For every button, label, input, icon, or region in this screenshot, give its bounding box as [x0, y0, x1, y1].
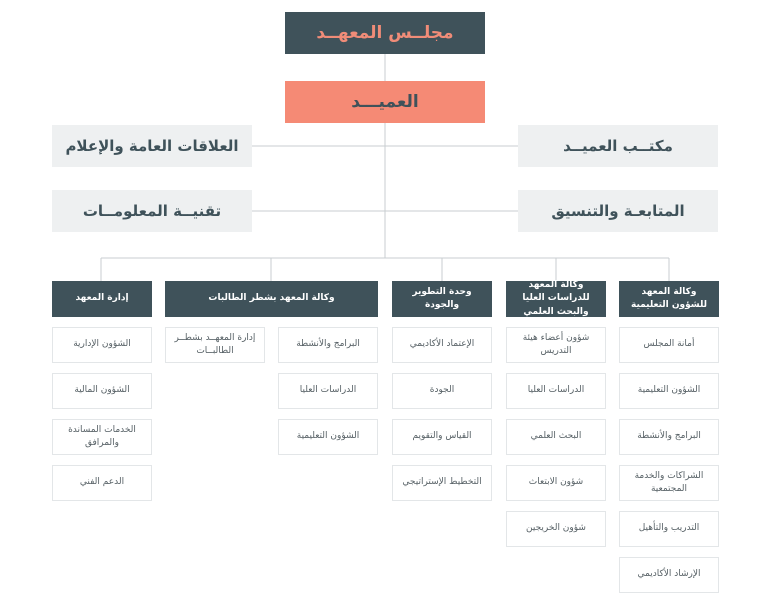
education-affairs-header [619, 281, 719, 317]
list-item [619, 557, 719, 593]
education-affairs-title: وكالة المعهد للشؤون التعليمية [631, 286, 707, 310]
institute-admin-header [52, 281, 152, 317]
list-item-label: الدراسات العليا [299, 385, 357, 396]
list-item-label: الشؤون الإدارية [73, 339, 131, 350]
list-item [278, 327, 378, 363]
dean-box [285, 81, 485, 123]
list-item-label: البحث العلمي [530, 431, 582, 442]
it-box [52, 190, 252, 232]
list-item [619, 419, 719, 455]
list-item [278, 373, 378, 409]
list-item [392, 373, 492, 409]
list-item [506, 465, 606, 501]
list-item [52, 465, 152, 501]
list-item [392, 327, 492, 363]
list-item-label: الإرشاد الأكاديمي [637, 569, 701, 580]
list-item [52, 373, 152, 409]
graduate-research-header [506, 281, 606, 317]
list-item-label: الجودة [429, 385, 455, 396]
list-item [278, 419, 378, 455]
public-relations-box [52, 125, 252, 167]
list-item-label: شؤون الخريجين [526, 523, 586, 534]
institute-admin-title: إدارة المعهد [75, 293, 129, 304]
list-item-label: الشؤون المالية [74, 385, 130, 396]
list-item [506, 419, 606, 455]
list-item [392, 419, 492, 455]
list-item [52, 419, 152, 455]
institute-council-box [285, 12, 485, 54]
list-item [392, 465, 492, 501]
list-item-label: الإعتماد الأكاديمي [409, 339, 475, 350]
it-label: تقنيــة المعلومــات [82, 202, 222, 220]
list-item [506, 327, 606, 363]
list-item-label: الخدمات المساندة والمرافق [68, 424, 136, 448]
list-item [52, 327, 152, 363]
list-item-label: أمانة المجلس [643, 339, 695, 350]
list-item-label: الشؤون التعليمية [637, 385, 701, 396]
list-item-label: البرامج والأنشطة [637, 431, 701, 442]
graduate-research-title: وكالة المعهد للدراسات العليا والبحث العلمي [522, 280, 590, 317]
dean-label: العميـــد [351, 92, 419, 112]
list-item [506, 373, 606, 409]
female-section-header [165, 281, 378, 317]
list-item-label: الدراسات العليا [527, 385, 585, 396]
list-item-label: التدريب والتأهيل [638, 523, 700, 534]
follow-up-label: المتابعـة والتنسيق [551, 202, 685, 220]
list-item-label: البرامج والأنشطة [296, 339, 360, 350]
list-item-label: شؤون الابتعاث [528, 477, 584, 488]
quality-unit-title: وحدة التطوير والجودة [412, 286, 472, 310]
list-item-label: الشراكات والخدمة المجتمعية [634, 470, 704, 494]
list-item-label: الدعم الفني [79, 477, 125, 488]
institute-council-label: مجلــس المعهــد [316, 23, 454, 43]
list-item [619, 511, 719, 547]
list-item-label: الشؤون التعليمية [296, 431, 360, 442]
quality-unit-header [392, 281, 492, 317]
list-item [165, 327, 265, 363]
dean-office-box [518, 125, 718, 167]
list-item [506, 511, 606, 547]
public-relations-label: العلاقات العامة والإعلام [65, 137, 239, 155]
female-section-title: وكالة المعهد بشطر الطالبات [208, 293, 335, 304]
list-item-label: إدارة المعهــد بشطــر الطالبــات [174, 332, 256, 356]
list-item [619, 465, 719, 501]
list-item-label: التخطيط الإستراتيجي [402, 477, 482, 488]
list-item-label: القياس والتقويم [412, 431, 472, 442]
dean-office-label: مكتــب العميــد [563, 137, 673, 155]
list-item-label: شؤون أعضاء هيئة التدريس [522, 332, 590, 356]
list-item [619, 373, 719, 409]
list-item [619, 327, 719, 363]
follow-up-box [518, 190, 718, 232]
